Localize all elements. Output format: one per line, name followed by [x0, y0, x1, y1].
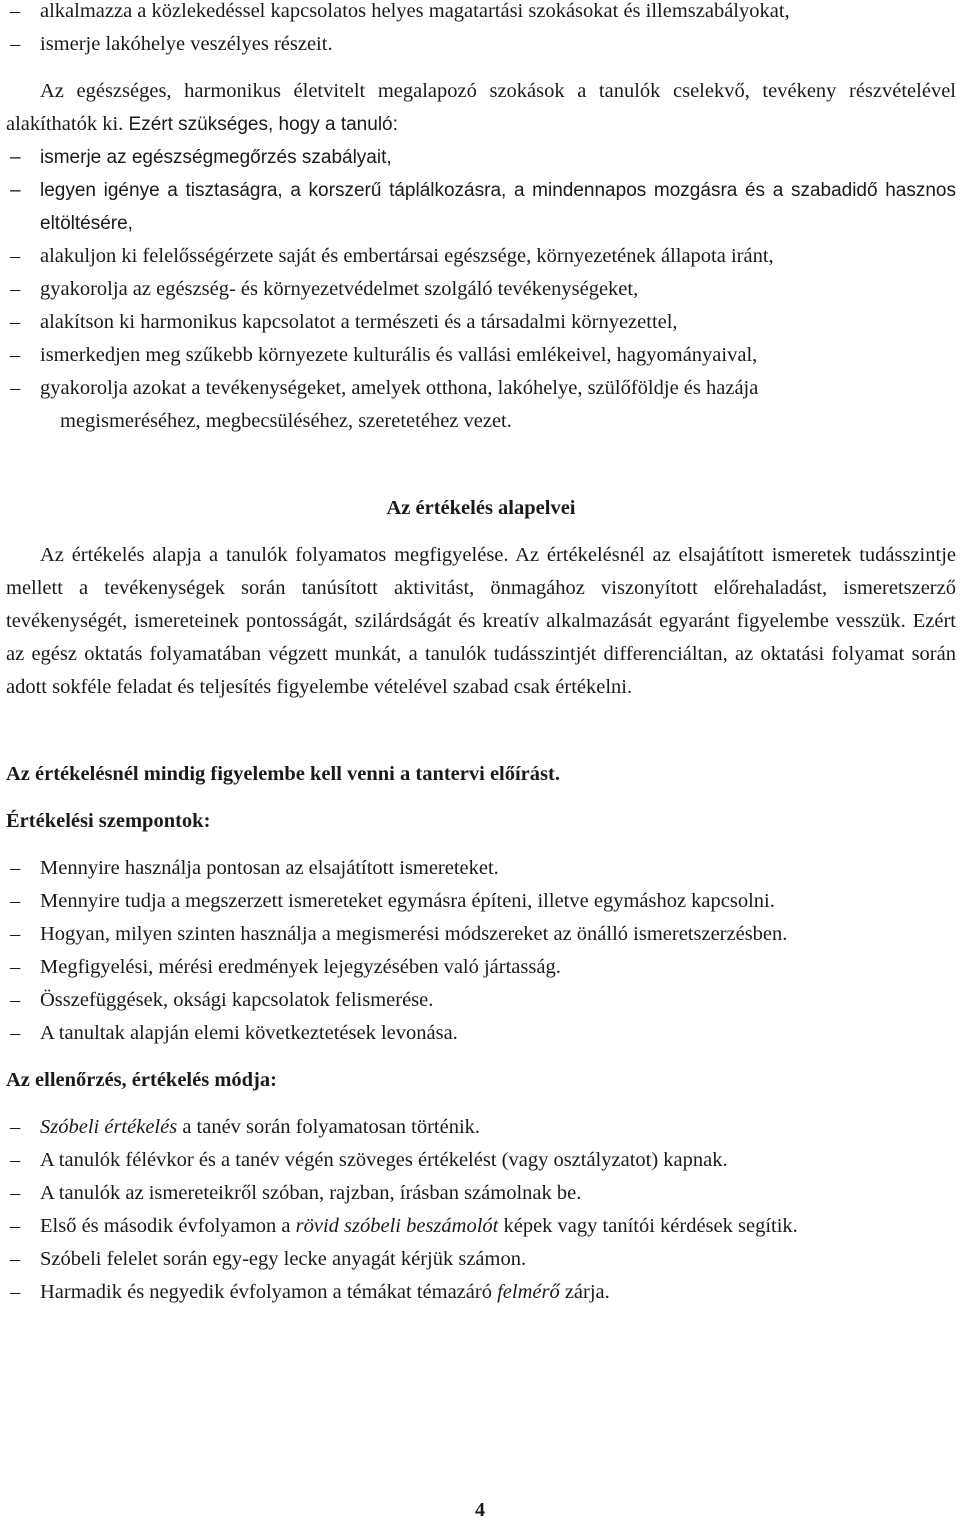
- italic-text: Szóbeli értékelés: [40, 1116, 178, 1138]
- paragraph-health-lead: Ezért szükséges, hogy a tanuló:: [123, 114, 398, 135]
- list-item: – A tanulók félévkor és a tanév végén szöveges értékelést (vagy osztályzatot) kapnak.: [6, 1144, 956, 1177]
- list-health-continued: [6, 240, 956, 438]
- list-item: [6, 372, 956, 438]
- list-item: – legyen igénye a tisztaságra, a korszerű táplálkozásra, a mindennapos mozgásra és a szabadidő hasznos eltöltésére,: [6, 174, 956, 240]
- list-item: [6, 1111, 956, 1144]
- list-item-text: Első és második évfolyamon a: [40, 1215, 296, 1237]
- list-item-text: Harmadik és negyedik évfolyamon a témákat témazáró: [40, 1281, 498, 1303]
- list-item: – A tanulók az ismereteikről szóban, rajzban, írásban számolnak be.: [6, 1177, 956, 1210]
- paragraph-health-text: Az egészséges, harmonikus életvitelt megalapozó szokások a tanulók cselekvő, tevékeny részvételével alakíthatók ki.: [6, 80, 956, 135]
- list-criteria: [6, 852, 956, 1050]
- list-item: – Hogyan, milyen szinten használja a megismerési módszereket az önálló ismeretszerzésben.: [6, 918, 956, 951]
- list-item-line: gyakorolja azokat a tevékenységeket, amelyek otthona, lakóhelye, szülőföldje és hazája: [40, 377, 759, 399]
- list-item: – alakuljon ki felelősségérzete saját és embertársai egészsége, környezetének állapota iránt,: [6, 240, 956, 273]
- list-item: – ismerje az egészségmegőrzés szabályait,: [6, 141, 956, 174]
- criteria-title: Értékelési szempontok:: [6, 810, 211, 832]
- list-traffic: [6, 0, 956, 61]
- document-page: [6, 0, 956, 1309]
- list-item: – alkalmazza a közlekedéssel kapcsolatos helyes magatartási szokásokat és illemszabályokat,: [6, 0, 956, 28]
- list-item-text: a tanév során folyamatosan történik.: [177, 1116, 481, 1138]
- list-item: – A tanultak alapján elemi következtetések levonása.: [6, 1017, 956, 1050]
- list-item: – alakítson ki harmonikus kapcsolatot a természeti és a társadalmi környezettel,: [6, 306, 956, 339]
- list-item-text: zárja.: [559, 1281, 610, 1303]
- list-health: [6, 141, 956, 240]
- list-item: – Mennyire használja pontosan az elsajátított ismereteket.: [6, 852, 956, 885]
- list-method: [6, 1111, 956, 1309]
- italic-text: felmérő: [497, 1281, 560, 1303]
- italic-text: rövid szóbeli beszámolót: [295, 1215, 499, 1237]
- method-title: Az ellenőrzés, értékelés módja:: [6, 1069, 277, 1091]
- page-number: 4: [475, 1499, 485, 1521]
- list-item-text: képek vagy tanítói kérdések segítik.: [498, 1215, 798, 1237]
- list-item: – gyakorolja az egészség- és környezetvédelmet szolgáló tevékenységeket,: [6, 273, 956, 306]
- list-item: [6, 1210, 956, 1243]
- list-item: [6, 1276, 956, 1309]
- list-item: – ismerkedjen meg szűkebb környezete kulturális és vallási emlékeivel, hagyományaival,: [6, 339, 956, 372]
- list-item-line: megismeréséhez, megbecsüléséhez, szeretetéhez vezet.: [60, 410, 512, 432]
- list-item: – Megfigyelési, mérési eredmények lejegyzésében való jártasság.: [6, 951, 956, 984]
- paragraph-health: [6, 75, 956, 141]
- list-item: – Szóbeli felelet során egy-egy lecke anyagát kérjük számon.: [6, 1243, 956, 1276]
- list-item: – Mennyire tudja a megszerzett ismereteket egymásra építeni, illetve egymáshoz kapcsolni.: [6, 885, 956, 918]
- paragraph-evaluation: Az értékelés alapja a tanulók folyamatos megfigyelése. Az értékelésnél az elsajátított ismeretek tudásszintje mellett a tevékenységek során tanúsított aktivitást, önmagához viszonyított előrehaladást, ismeretszerző tevékenységét, ismereteinek pontosságát, szilárdságát és kreatív alkalmazását egyaránt figyelembe vesszük. Ezért az egész oktatás folyamatában végzett munkát, a tanulók tudásszintjét differenciáltan, az oktatási folyamat során adott sokféle feladat és teljesítés figyelembe vételével szabad csak értékelni.: [6, 544, 956, 698]
- list-item: – ismerje lakóhelye veszélyes részeit.: [6, 28, 956, 61]
- section-title: Az értékelés alapelvei: [386, 497, 576, 519]
- list-item: – Összefüggések, oksági kapcsolatok felismerése.: [6, 984, 956, 1017]
- bold-note: Az értékelésnél mindig figyelembe kell venni a tantervi előírást.: [6, 763, 560, 785]
